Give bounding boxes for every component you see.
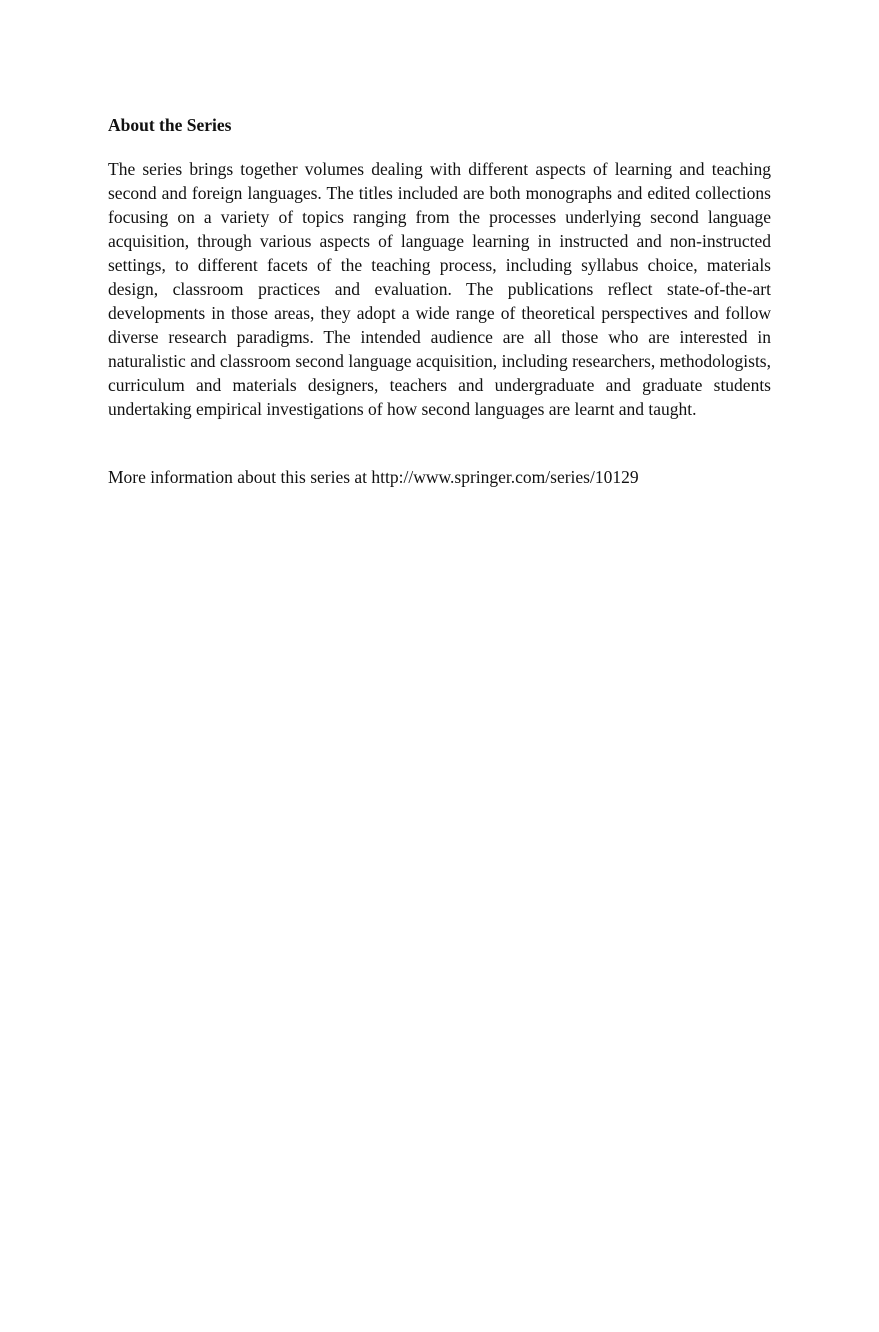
more-information-text: More information about this series at [108,467,372,487]
series-description: The series brings together volumes dealing with different aspects of learning and teaching second and foreign languages. The titles included are both monographs and edited collections focusing on a variety of topics ranging from the processes underlying second language acquisition, through various aspects of language learning in instructed and non-instructed settings, to different facets of the teaching process, including syllabus choice, materials design, classroom practices and evaluation. The publications reflect state-of-the-art developments in those areas, they adopt a wide range of theoretical perspectives and follow diverse research paradigms. The intended audience are all those who are interested in naturalistic and classroom second language acquisition, including researchers, methodologists, curriculum and materials designers, teachers and undergraduate and graduate students undertaking empirical investigations of how second languages are learnt and taught. [108,159,771,419]
series-link[interactable]: http://www.springer.com/series/10129 [371,467,639,487]
more-information-line [108,465,771,489]
section-heading: About the Series [108,115,232,135]
about-series-section [108,113,771,489]
